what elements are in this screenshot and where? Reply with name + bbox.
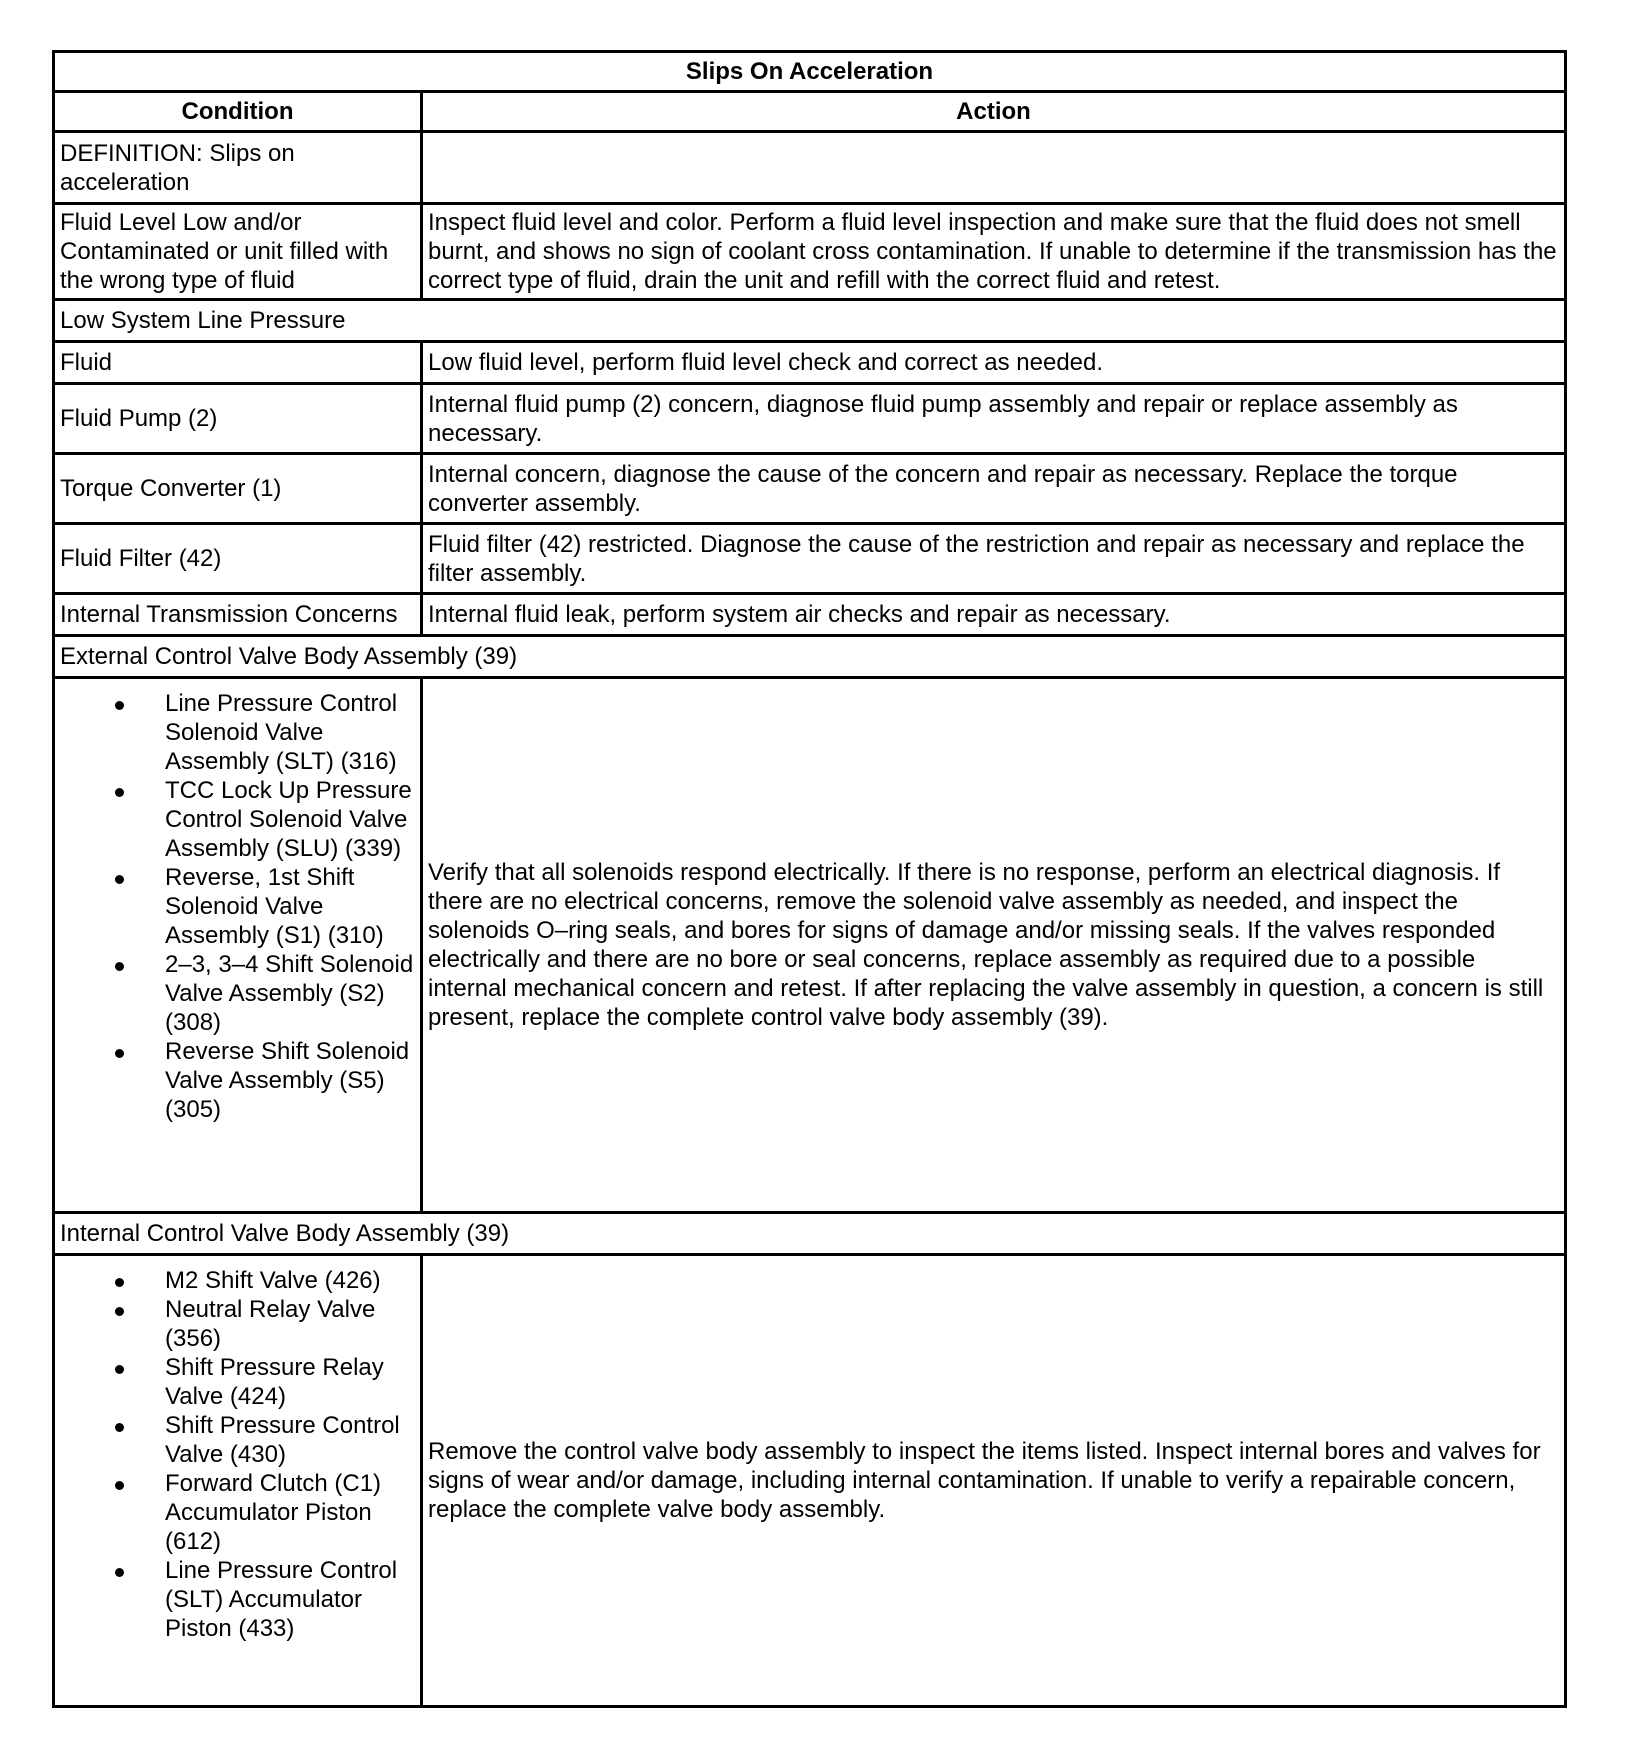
action-cell: Fluid filter (42) restricted. Diagnose the cause of the restriction and repair as necessary and replace the filter assembly. — [422, 524, 1566, 594]
bullet-icon — [115, 1568, 124, 1577]
bullet-icon — [115, 1049, 124, 1058]
table-row — [54, 454, 1566, 524]
list-item — [60, 1037, 416, 1124]
action-cell: Verify that all solenoids respond electrically. If there is no response, perform an electrical diagnosis. If there are no electrical concerns, remove the solenoid valve assembly as needed, and inspect the solenoids O–ring seals, and bores for signs of damage and/or missing seals. If the valves responded electrically and there are no bore or seal concerns, replace assembly as required due to a possible internal mechanical concern and retest. If after replacing the valve assembly in question, a concern is still present, replace the complete control valve body assembly (39). — [422, 678, 1566, 1213]
bullet-icon — [115, 701, 124, 710]
condition-header: Condition — [54, 92, 422, 132]
action-header: Action — [422, 92, 1566, 132]
list-item — [60, 1411, 416, 1469]
definition-cell: DEFINITION: Slips on acceleration — [54, 132, 422, 204]
list-item-text: Shift Pressure Control Valve (430) — [165, 1412, 400, 1468]
condition-cell: Fluid Filter (42) — [54, 524, 422, 594]
condition-list-cell — [54, 1255, 422, 1707]
action-cell: Inspect fluid level and color. Perform a fluid level inspection and make sure that the fluid does not smell burnt, and shows no sign of coolant cross contamination. If unable to determine if the transmission has the correct type of fluid, drain the unit and refill with the correct fluid and retest. — [422, 204, 1566, 300]
bullet-icon — [115, 1307, 124, 1316]
list-item — [60, 1469, 416, 1556]
table-title-row — [54, 52, 1566, 92]
list-item — [60, 1266, 416, 1295]
section-row — [54, 300, 1566, 342]
list-item-text: M2 Shift Valve (426) — [165, 1267, 381, 1294]
list-item — [60, 863, 416, 950]
condition-cell: Fluid — [54, 342, 422, 384]
table-row — [54, 204, 1566, 300]
action-cell: Low fluid level, perform fluid level check and correct as needed. — [422, 342, 1566, 384]
bullet-icon — [115, 962, 124, 971]
list-item-text: Line Pressure Control (SLT) Accumulator Piston (433) — [165, 1557, 398, 1642]
action-cell: Internal concern, diagnose the cause of the concern and repair as necessary. Replace the torque converter assembly. — [422, 454, 1566, 524]
list-item-text: Forward Clutch (C1) Accumulator Piston (612) — [165, 1470, 382, 1555]
table-row — [54, 594, 1566, 636]
component-list — [60, 689, 416, 1124]
list-item — [60, 1353, 416, 1411]
condition-cell: Fluid Pump (2) — [54, 384, 422, 454]
condition-list-cell — [54, 678, 422, 1213]
diagnostic-table — [52, 50, 1567, 1708]
table-row — [54, 1255, 1566, 1707]
table-row — [54, 384, 1566, 454]
list-item-text: Neutral Relay Valve (356) — [165, 1296, 376, 1352]
condition-cell: Internal Transmission Concerns — [54, 594, 422, 636]
action-cell: Remove the control valve body assembly to inspect the items listed. Inspect internal bores and valves for signs of wear and/or damage, including internal contamination. If unable to verify a repairable concern, replace the complete valve body assembly. — [422, 1255, 1566, 1707]
bullet-icon — [115, 1278, 124, 1287]
bullet-icon — [115, 875, 124, 884]
section-heading: Internal Control Valve Body Assembly (39) — [54, 1213, 1566, 1255]
list-item — [60, 776, 416, 863]
table-header-row — [54, 92, 1566, 132]
list-item — [60, 1295, 416, 1353]
document-page — [52, 50, 1564, 1708]
bullet-icon — [115, 1481, 124, 1490]
bullet-icon — [115, 788, 124, 797]
bullet-icon — [115, 1423, 124, 1432]
list-item — [60, 689, 416, 776]
list-item-text: Shift Pressure Relay Valve (424) — [165, 1354, 384, 1410]
list-item — [60, 1556, 416, 1643]
table-title: Slips On Acceleration — [54, 52, 1566, 92]
condition-cell: Torque Converter (1) — [54, 454, 422, 524]
section-heading: External Control Valve Body Assembly (39) — [54, 636, 1566, 678]
table-row — [54, 132, 1566, 204]
list-item-text: Line Pressure Control Solenoid Valve Assembly (SLT) (316) — [165, 690, 398, 775]
table-row — [54, 342, 1566, 384]
section-row — [54, 636, 1566, 678]
table-row — [54, 678, 1566, 1213]
list-item-text: TCC Lock Up Pressure Control Solenoid Valve Assembly (SLU) (339) — [165, 777, 412, 862]
action-cell: Internal fluid leak, perform system air checks and repair as necessary. — [422, 594, 1566, 636]
list-item — [60, 950, 416, 1037]
list-item-text: 2–3, 3–4 Shift Solenoid Valve Assembly (S2) (308) — [165, 951, 414, 1036]
table-row — [54, 524, 1566, 594]
condition-cell: Fluid Level Low and/or Contaminated or unit filled with the wrong type of fluid — [54, 204, 422, 300]
list-item-text: Reverse, 1st Shift Solenoid Valve Assembly (S1) (310) — [165, 864, 384, 949]
action-cell: Internal fluid pump (2) concern, diagnose fluid pump assembly and repair or replace assembly as necessary. — [422, 384, 1566, 454]
bullet-icon — [115, 1365, 124, 1374]
section-row — [54, 1213, 1566, 1255]
component-list — [60, 1266, 416, 1643]
definition-action-cell — [422, 132, 1566, 204]
section-heading: Low System Line Pressure — [54, 300, 1566, 342]
list-item-text: Reverse Shift Solenoid Valve Assembly (S5) (305) — [165, 1038, 410, 1123]
